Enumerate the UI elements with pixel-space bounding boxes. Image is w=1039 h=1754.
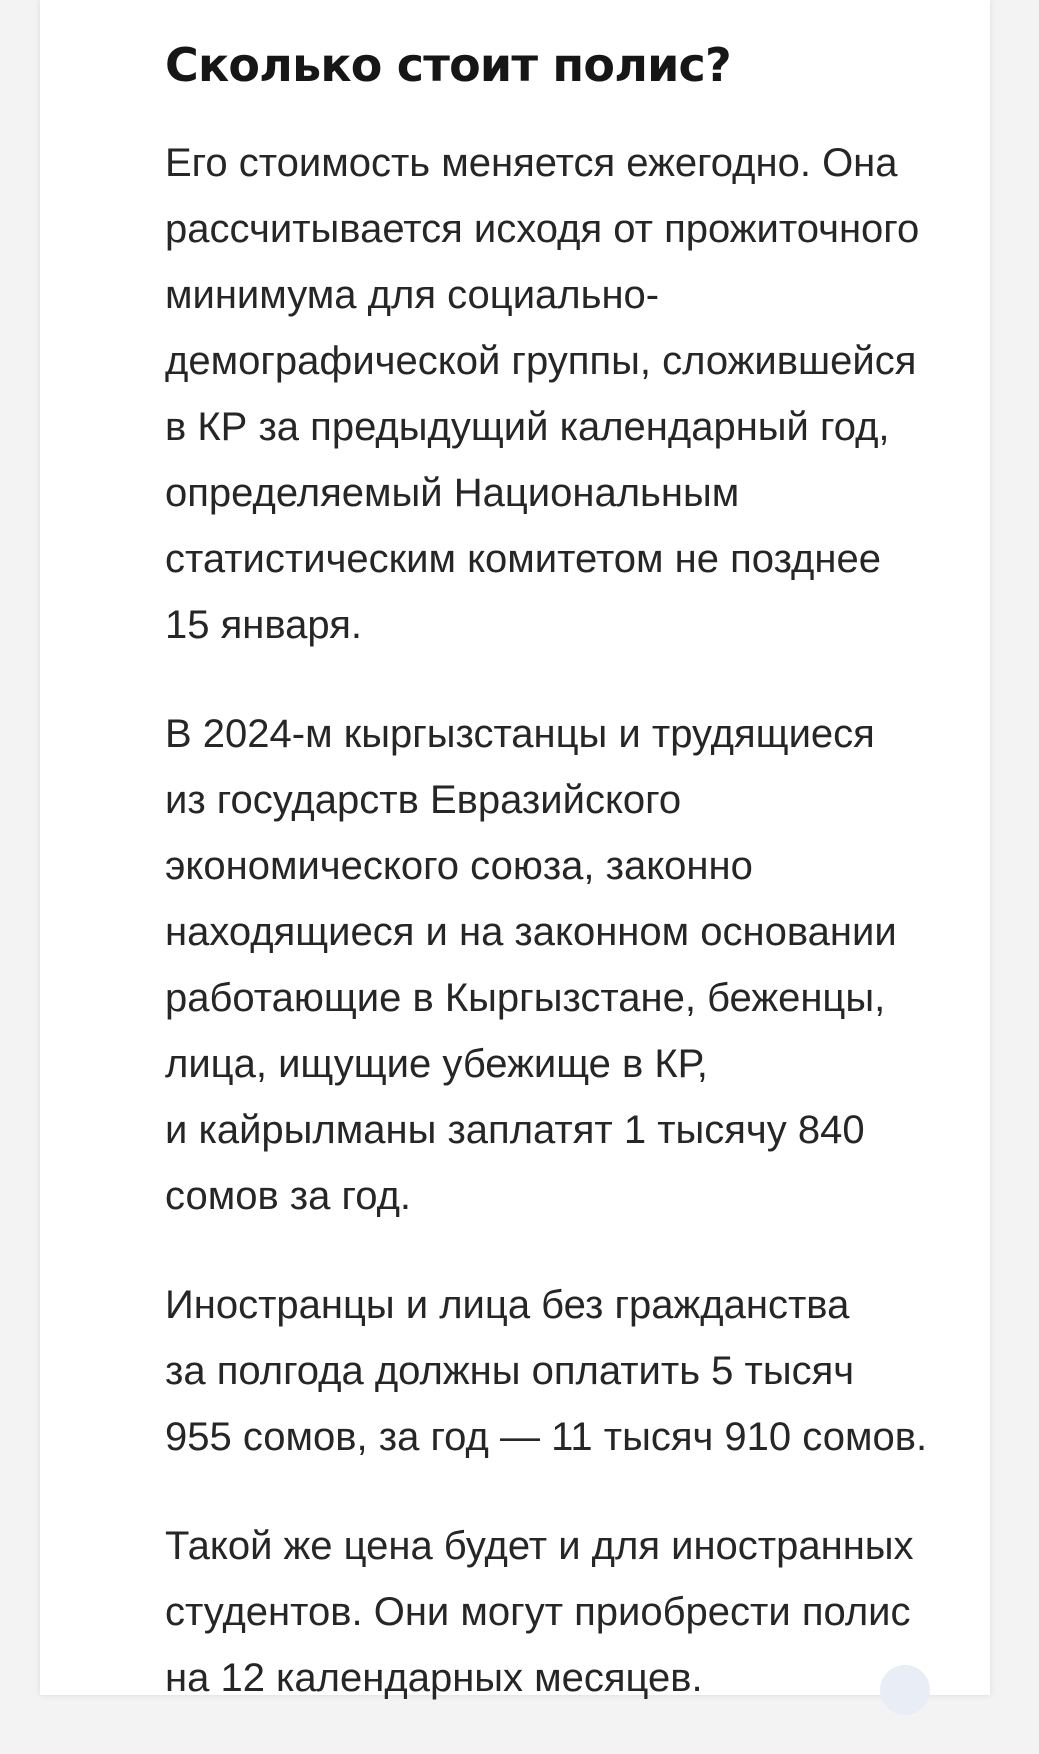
text-line: и кайрылманы заплатят 1 тысячу 840 (165, 1108, 865, 1152)
text-line: в КР за предыдущий календарный год, (165, 405, 890, 449)
text-line: лица, ищущие убежище в КР, (165, 1042, 708, 1086)
paragraph-students-price (165, 1513, 965, 1711)
text-line: на 12 календарных месяцев. (165, 1656, 703, 1700)
paragraph-foreigners-price (165, 1272, 965, 1470)
text-line: работающие в Кыргызстане, беженцы, (165, 976, 886, 1020)
paragraph-citizens-price (165, 701, 965, 1229)
scroll-up-button[interactable] (880, 1665, 930, 1715)
paragraph-cost-intro (165, 130, 965, 658)
text-line: Такой же цена будет и для иностранных (165, 1524, 914, 1568)
text-line: из государств Евразийского (165, 778, 682, 822)
text-line: Иностранцы и лица без гражданства (165, 1283, 850, 1327)
article-heading: Сколько стоит полис? (165, 38, 731, 92)
text-line: В 2024-м кыргызстанцы и трудящиеся (165, 712, 875, 756)
text-line: Его стоимость меняется ежегодно. Она (165, 141, 898, 185)
text-line: 15 января. (165, 603, 362, 647)
text-line: за полгода должны оплатить 5 тысяч (165, 1349, 855, 1393)
text-line: находящиеся и на законном основании (165, 910, 897, 954)
text-line: минимума для социально- (165, 273, 660, 317)
text-line: 955 сомов, за год — 11 тысяч 910 сомов. (165, 1415, 928, 1459)
text-line: сомов за год. (165, 1174, 412, 1218)
text-line: экономического союза, законно (165, 844, 753, 888)
article (165, 30, 965, 1754)
text-line: студентов. Они могут приобрести полис (165, 1590, 911, 1634)
text-line: статистическим комитетом не позднее (165, 537, 881, 581)
page-card (40, 0, 990, 1700)
text-line: демографической группы, сложившейся (165, 339, 917, 383)
text-line: определяемый Национальным (165, 471, 740, 515)
text-line: рассчитывается исходя от прожиточного (165, 207, 920, 251)
